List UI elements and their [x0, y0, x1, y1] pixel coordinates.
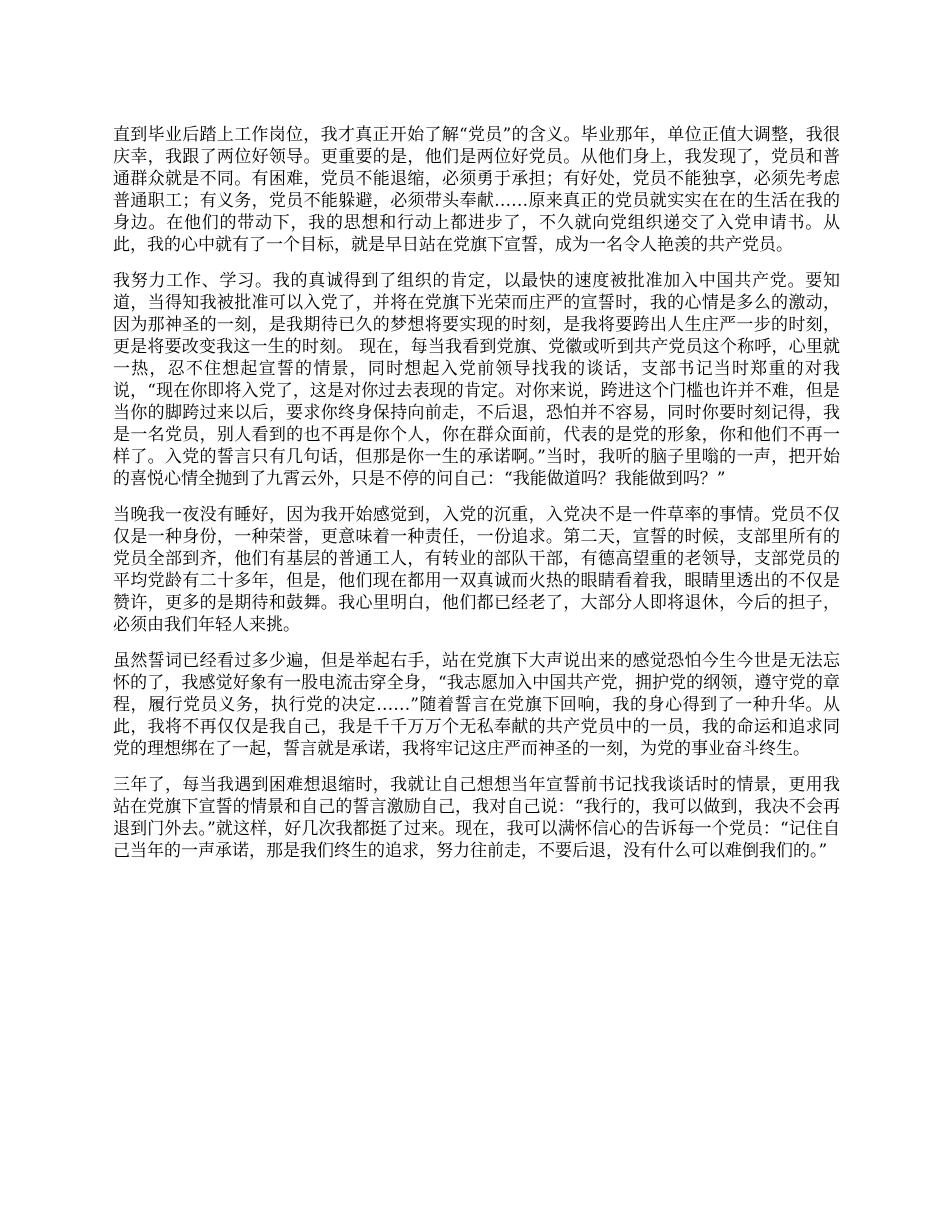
paragraph-5: 三年了，每当我遇到困难想退缩时，我就让自己想想当年宣誓前书记找我谈话时的情景，更用我站在党旗下宣誓的情景和自己的誓言激励自己，我对自己说：“我行的，我可以做到，我决不会再退到门外去。”就这样，好几次我都挺了过来。现在，我可以满怀信心的告诉每一个党员：“记住自己当年的一声承诺，那是我们终生的追求，努力往前走，不要后退，没有什么可以难倒我们的。”	[113, 775, 840, 861]
paragraph-4: 虽然誓词已经看过多少遍，但是举起右手，站在党旗下大声说出来的感觉恐怕今生今世是无法忘怀的了，我感觉好象有一股电流击穿全身，“我志愿加入中国共产党，拥护党的纲领，遵守党的章程，履行党员义务，执行党的决定……”随着誓言在党旗下回响，我的身心得到了一种升华。从此，我将不再仅仅是我自己，我是千千万万个无私奉献的共产党员中的一员，我的命运和追求同党的理想绑在了一起，誓言就是承诺，我将牢记这庄严而神圣的一刻，为党的事业奋斗终生。	[113, 651, 840, 759]
document-body	[113, 124, 840, 876]
paragraph-2: 我努力工作、学习。我的真诚得到了组织的肯定，以最快的速度被批准加入中国共产党。要知道，当得知我被批准可以入党了，并将在党旗下光荣而庄严的宣誓时，我的心情是多么的激动，因为那神圣的一刻，是我期待已久的梦想将要实现的时刻，是我将要跨出人生庄严一步的时刻，更是将要改变我这一生的时刻。 现在，每当我看到党旗、党徽或听到共产党员这个称呼，心里就一热，忍不住想起宣誓的情景，同时想起入党前领导找我的谈话，支部书记当时郑重的对我说，“现在你即将入党了，这是对你过去表现的肯定。对你来说，跨进这个门槛也许并不难，但是当你的脚跨过来以后，要求你终身保持向前走，不后退，恐怕并不容易，同时你要时刻记得，我是一名党员，别人看到的也不再是你个人，你在群众面前，代表的是党的形象，你和他们不再一样了。入党的誓言只有几句话，但那是你一生的承诺啊。”当时，我听的脑子里嗡的一声，把开始的喜悦心情全抛到了九霄云外，只是不停的问自己：“我能做道吗？我能做到吗？”	[113, 271, 840, 489]
paragraph-3: 当晚我一夜没有睡好，因为我开始感觉到，入党的沉重，入党决不是一件草率的事情。党员不仅仅是一种身份，一种荣誉，更意味着一种责任，一份追求。第二天，宣誓的时候，支部里所有的党员全部到齐，他们有基层的普通工人，有转业的部队干部，有德高望重的老领导，支部党员的平均党龄有二十多年，但是，他们现在都用一双真诚而火热的眼睛看着我，眼睛里透出的不仅是赞许，更多的是期待和鼓舞。我心里明白，他们都已经老了，大部分人即将退休，今后的担子，必须由我们年轻人来挑。	[113, 505, 840, 635]
paragraph-1: 直到毕业后踏上工作岗位，我才真正开始了解“党员”的含义。毕业那年，单位正值大调整，我很庆幸，我跟了两位好领导。更重要的是，他们是两位好党员。从他们身上，我发现了，党员和普通群众就是不同。有困难，党员不能退缩，必须勇于承担；有好处，党员不能独享，必须先考虑普通职工；有义务，党员不能躲避，必须带头奉献……原来真正的党员就实实在在的生活在我的身边。在他们的带动下，我的思想和行动上都进步了，不久就向党组织递交了入党申请书。从此，我的心中就有了一个目标，就是早日站在党旗下宣誓，成为一名令人艳羡的共产党员。	[113, 125, 840, 255]
